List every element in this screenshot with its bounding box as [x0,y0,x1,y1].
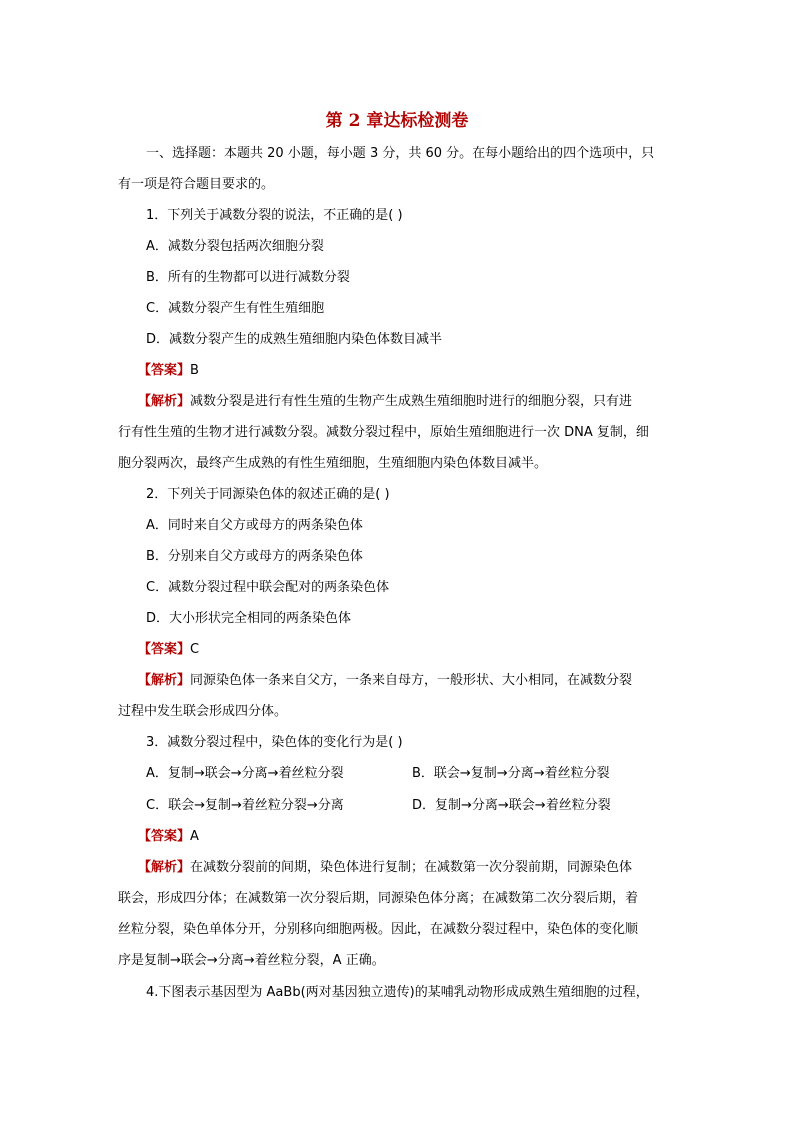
answer-tag: 【答案】 [138,829,191,844]
q2-analysis-line-2: 过程中发生联会形成四分体。 [118,704,288,719]
q1-analysis-line-2: 行有性生殖的生物才进行减数分裂。减数分裂过程中，原始生殖细胞进行一次 DNA 复制，细 [118,425,649,440]
q3-answer [138,828,199,846]
q2-answer [138,641,199,659]
q1-analysis-line-3: 胞分裂两次，最终产生成熟的有性生殖细胞，生殖细胞内染色体数目减半。 [118,456,548,471]
q3-analysis-text-1: 在减数分裂前的间期，染色体进行复制；在减数第一次分裂前期，同源染色体 [190,860,633,875]
q1-option-b: B．所有的生物都可以进行减数分裂 [146,270,350,285]
q1-option-a: A．减数分裂包括两次细胞分裂 [146,239,324,254]
answer-tag: 【答案】 [138,363,191,378]
q3-option-a: A．复制→联会→分离→着丝粒分裂 [146,766,344,781]
q2-option-a: A．同时来自父方或母方的两条染色体 [146,518,363,533]
q3-answer-value: A [190,829,199,844]
q2-stem: 2．下列关于同源染色体的叙述正确的是( ) [146,487,390,502]
q3-option-d: D．复制→分离→联会→着丝粒分裂 [412,798,611,813]
q3-analysis-line-3: 丝粒分裂，染色单体分开，分别移向细胞两极。因此，在减数分裂过程中，染色体的变化顺 [118,922,639,937]
answer-tag: 【答案】 [138,642,191,657]
q1-analysis-line-1 [138,393,632,411]
q2-option-b: B．分别来自父方或母方的两条染色体 [146,549,363,564]
q2-analysis-text-1: 同源染色体一条来自父方，一条来自母方，一般形状、大小相同，在减数分裂 [190,673,633,688]
q3-stem: 3．减数分裂过程中，染色体的变化行为是( ) [146,735,403,750]
q1-stem: 1．下列关于减数分裂的说法，不正确的是( ) [146,208,403,223]
q2-analysis-line-1 [138,672,632,690]
analysis-tag: 【解析】 [138,860,191,875]
intro-line-2: 有一项是符合题目要求的。 [118,177,275,192]
q3-option-c: C．联会→复制→着丝粒分裂→分离 [146,798,344,813]
page-title: 第 2 章达标检测卷 [325,111,469,131]
q3-analysis-line-2: 联会，形成四分体；在减数第一次分裂后期，同源染色体分离；在减数第二次分裂后期，着 [118,891,639,906]
analysis-tag: 【解析】 [138,673,191,688]
q4-stem: 4.下图表示基因型为 AaBb(两对基因独立遗传)的某哺乳动物形成成熟生殖细胞的过程， [146,985,649,1000]
q2-answer-value: C [190,642,200,657]
intro-line-1: 一、选择题：本题共 20 小题，每小题 3 分，共 60 分。在每小题给出的四个选项中，只 [146,146,655,161]
q3-option-b: B．联会→复制→分离→着丝粒分裂 [412,766,610,781]
q2-option-d: D．大小形状完全相同的两条染色体 [146,611,352,626]
q3-analysis-line-1 [138,859,632,877]
q1-option-d: D．减数分裂产生的成熟生殖细胞内染色体数目减半 [146,332,443,347]
q1-answer [138,362,199,380]
q3-analysis-line-4: 序是复制→联会→分离→着丝粒分裂，A 正确。 [118,953,385,968]
q2-option-c: C．减数分裂过程中联会配对的两条染色体 [146,580,390,595]
q1-option-c: C．减数分裂产生有性生殖细胞 [146,301,325,316]
q1-analysis-text-1: 减数分裂是进行有性生殖的生物产生成熟生殖细胞时进行的细胞分裂，只有进 [190,394,633,409]
q1-answer-value: B [190,363,199,378]
analysis-tag: 【解析】 [138,394,191,409]
